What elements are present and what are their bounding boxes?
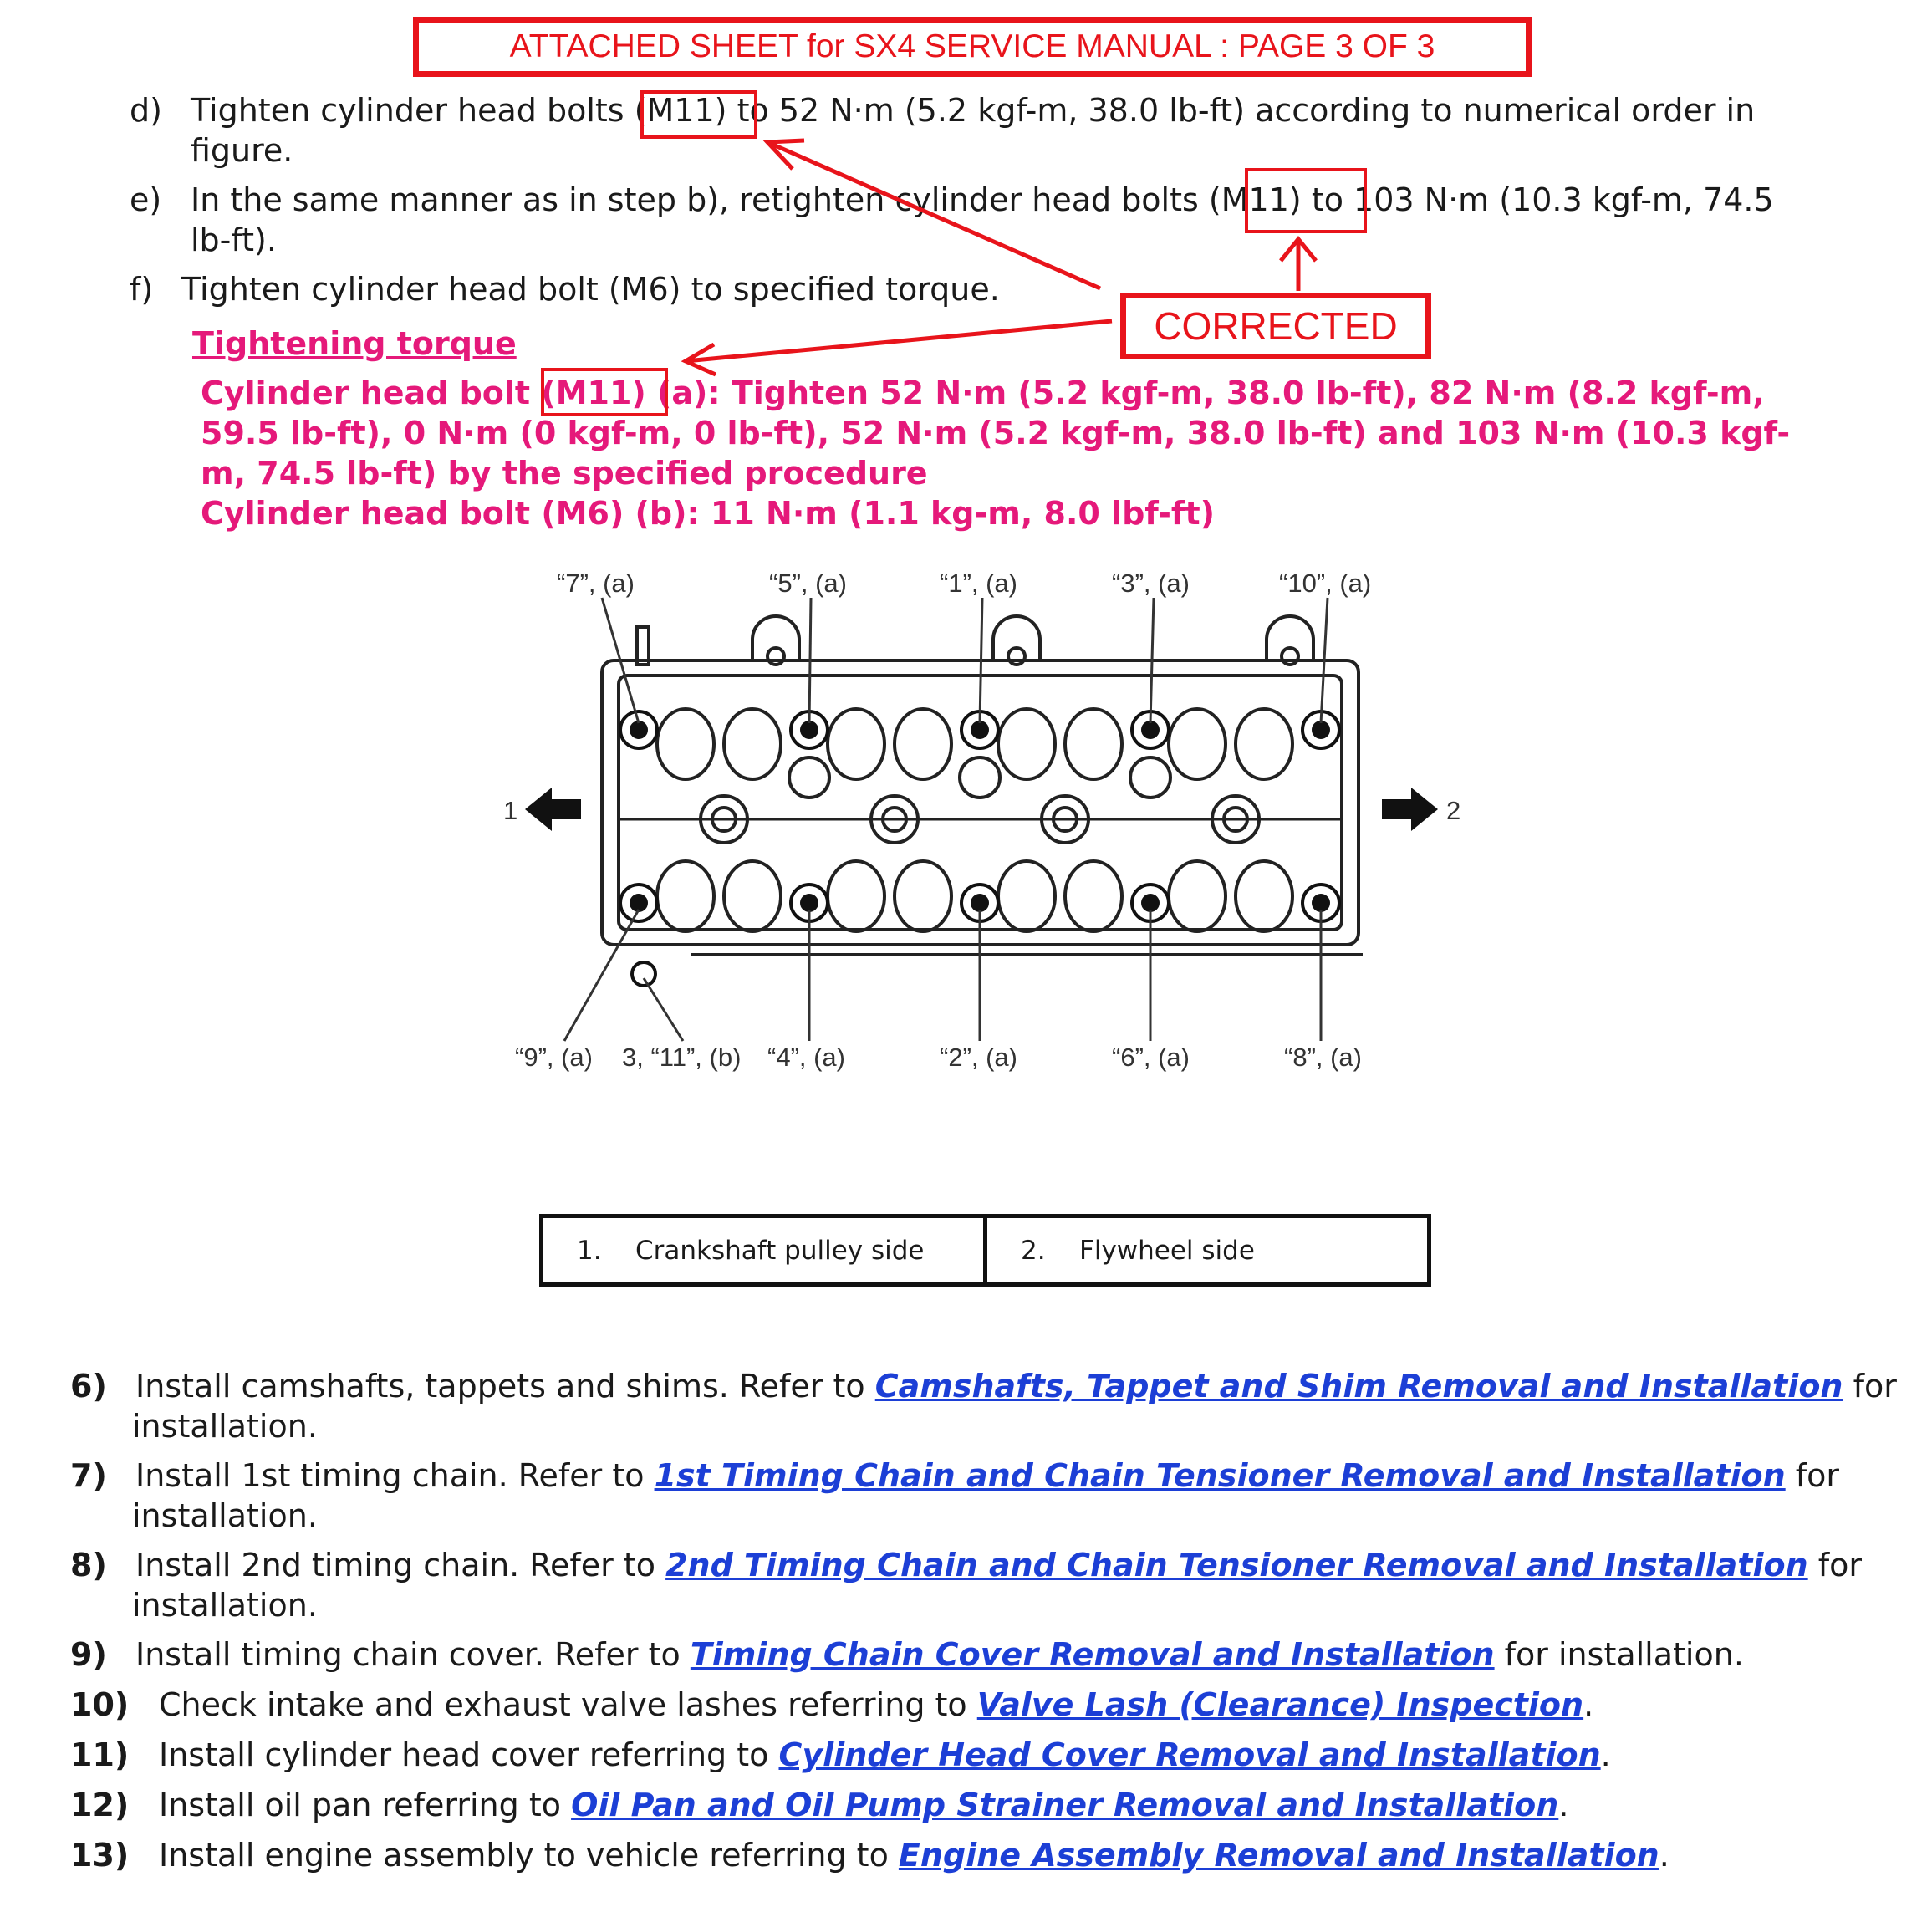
step-8-text-end: for [1807, 1547, 1862, 1583]
step-8 [70, 1545, 1862, 1585]
torque-m11-label: Cylinder head bolt [201, 375, 531, 411]
step-6-line2: installation. [132, 1408, 318, 1445]
cam-journals [701, 757, 1259, 843]
step-10-number: 10) [70, 1686, 130, 1723]
legend-num-2: 2. [1021, 1235, 1046, 1266]
step-7-text-end: for [1785, 1457, 1840, 1494]
torque-m11-value: (a): Tighten 52 N·m (5.2 kgf-m, 38.0 lb-ft), 82 N·m (8.2 kgf-m, [657, 375, 1765, 411]
step-12-text: Install oil pan referring to [159, 1787, 572, 1823]
step-10-link[interactable]: Valve Lash (Clearance) Inspection [976, 1686, 1584, 1723]
step-6-text: Install camshafts, tappets and shims. Refer to [135, 1368, 875, 1405]
torque-m11 [201, 373, 1765, 413]
top-lugs [637, 616, 1313, 665]
bolt-label-4: “4”, (a) [767, 1043, 845, 1072]
legend-num-1: 1. [577, 1235, 602, 1266]
bolt-label-3: “3”, (a) [1112, 569, 1190, 598]
step-11-text: Install cylinder head cover referring to [159, 1736, 779, 1773]
step-9 [70, 1634, 1744, 1675]
step-12-link[interactable]: Oil Pan and Oil Pump Strainer Removal and Installation [571, 1787, 1559, 1823]
corrected-arrows [0, 0, 1932, 435]
legend-text-1: Crankshaft pulley side [635, 1235, 925, 1266]
m11-bolts [620, 711, 1339, 921]
step-8-link[interactable]: 2nd Timing Chain and Chain Tensioner Removal and Installation [665, 1547, 1808, 1583]
step-e-text-rest: to 103 N·m (10.3 kgf-m, 74.5 [1311, 181, 1774, 218]
torque-m11-line2: 59.5 lb-ft), 0 N·m (0 kgf-m, 0 lb-ft), 52 N·m (5.2 kgf-m, 38.0 lb-ft) and 103 N·m (10.3 kgf- [201, 415, 1791, 451]
step-13-text-end: . [1659, 1837, 1669, 1874]
step-e-line2: lb-ft). [191, 222, 277, 258]
bolt-label-11: 3, “11”, (b) [622, 1043, 742, 1072]
arrow-left-icon [525, 788, 581, 831]
legend-cell-2 [983, 1218, 1427, 1282]
step-10-text: Check intake and exhaust valve lashes referring to [159, 1686, 977, 1723]
step-8-text: Install 2nd timing chain. Refer to [135, 1547, 666, 1583]
legend-table [539, 1214, 1431, 1287]
bolt-label-6: “6”, (a) [1112, 1043, 1190, 1072]
step-9-number: 9) [70, 1636, 107, 1673]
step-6 [70, 1366, 1897, 1406]
step-11-link[interactable]: Cylinder Head Cover Removal and Installation [778, 1736, 1601, 1773]
step-7-number: 7) [70, 1457, 107, 1494]
step-9-text-end: for installation. [1494, 1636, 1744, 1673]
step-d-text: Tighten cylinder head bolts [191, 92, 624, 129]
step-11 [70, 1735, 1611, 1775]
step-d-line2: figure. [191, 132, 293, 169]
torque-heading: Tightening torque [192, 325, 517, 362]
arrow-left-label: 1 [503, 796, 518, 825]
step-d-text-rest: to 52 N·m (5.2 kgf-m, 38.0 lb-ft) according to numerical order in [737, 92, 1756, 129]
step-e-marker: e) [130, 181, 162, 218]
step-13-number: 13) [70, 1837, 130, 1874]
arrow-right-icon [1382, 788, 1438, 831]
m11-highlight-torque [541, 368, 668, 416]
step-f-marker: f) [130, 271, 154, 308]
step-12 [70, 1785, 1568, 1825]
step-7-text: Install 1st timing chain. Refer to [135, 1457, 655, 1494]
step-6-number: 6) [70, 1368, 107, 1405]
bolt-label-9: “9”, (a) [515, 1043, 593, 1072]
step-7-line2: installation. [132, 1497, 318, 1534]
step-d-marker: d) [130, 92, 162, 129]
legend-text-2: Flywheel side [1079, 1235, 1255, 1266]
bolt-label-2: “2”, (a) [940, 1043, 1017, 1072]
step-9-link[interactable]: Timing Chain Cover Removal and Installation [690, 1636, 1495, 1673]
torque-m11-bolt: (M11) [541, 375, 646, 411]
corrected-label: CORRECTED [1120, 293, 1431, 359]
step-7 [70, 1456, 1839, 1496]
step-8-number: 8) [70, 1547, 107, 1583]
bolt-label-5: “5”, (a) [769, 569, 847, 598]
step-13-text: Install engine assembly to vehicle referring to [159, 1837, 899, 1874]
torque-m6: Cylinder head bolt (M6) (b): 11 N·m (1.1 kg-m, 8.0 lbf-ft) [201, 495, 1215, 532]
step-7-link[interactable]: 1st Timing Chain and Chain Tensioner Removal and Installation [654, 1457, 1786, 1494]
step-10 [70, 1685, 1593, 1725]
step-6-text-end: for [1843, 1368, 1897, 1405]
step-6-link[interactable]: Camshafts, Tappet and Shim Removal and Installation [874, 1368, 1843, 1405]
bolt-label-8: “8”, (a) [1284, 1043, 1362, 1072]
step-12-text-end: . [1558, 1787, 1569, 1823]
step-10-text-end: . [1583, 1686, 1594, 1723]
step-d-bolt: (M11) [634, 92, 727, 129]
cylinder-head-diagram [485, 552, 1488, 1087]
arrow-right-label: 2 [1446, 796, 1461, 825]
step-e-bolt: (M11) [1208, 181, 1302, 218]
step-13 [70, 1835, 1669, 1875]
step-13-link[interactable]: Engine Assembly Removal and Installation [898, 1837, 1659, 1874]
step-11-text-end: . [1600, 1736, 1611, 1773]
step-e-text: In the same manner as in step b), retighten cylinder head bolts [191, 181, 1199, 218]
attached-sheet-banner: ATTACHED SHEET for SX4 SERVICE MANUAL : PAGE 3 OF 3 [413, 17, 1532, 77]
step-12-number: 12) [70, 1787, 130, 1823]
bolt-label-10: “10”, (a) [1279, 569, 1372, 598]
step-11-number: 11) [70, 1736, 130, 1773]
step-8-line2: installation. [132, 1587, 318, 1624]
legend-cell-1 [543, 1218, 983, 1282]
bolt-label-1: “1”, (a) [940, 569, 1017, 598]
m6-bolt [632, 962, 655, 986]
step-f-text: Tighten cylinder head bolt (M6) to specified torque. [181, 271, 1000, 308]
step-9-text: Install timing chain cover. Refer to [135, 1636, 691, 1673]
torque-m11-line3: m, 74.5 lb-ft) by the specified procedure [201, 455, 928, 492]
bolt-label-7: “7”, (a) [557, 569, 635, 598]
